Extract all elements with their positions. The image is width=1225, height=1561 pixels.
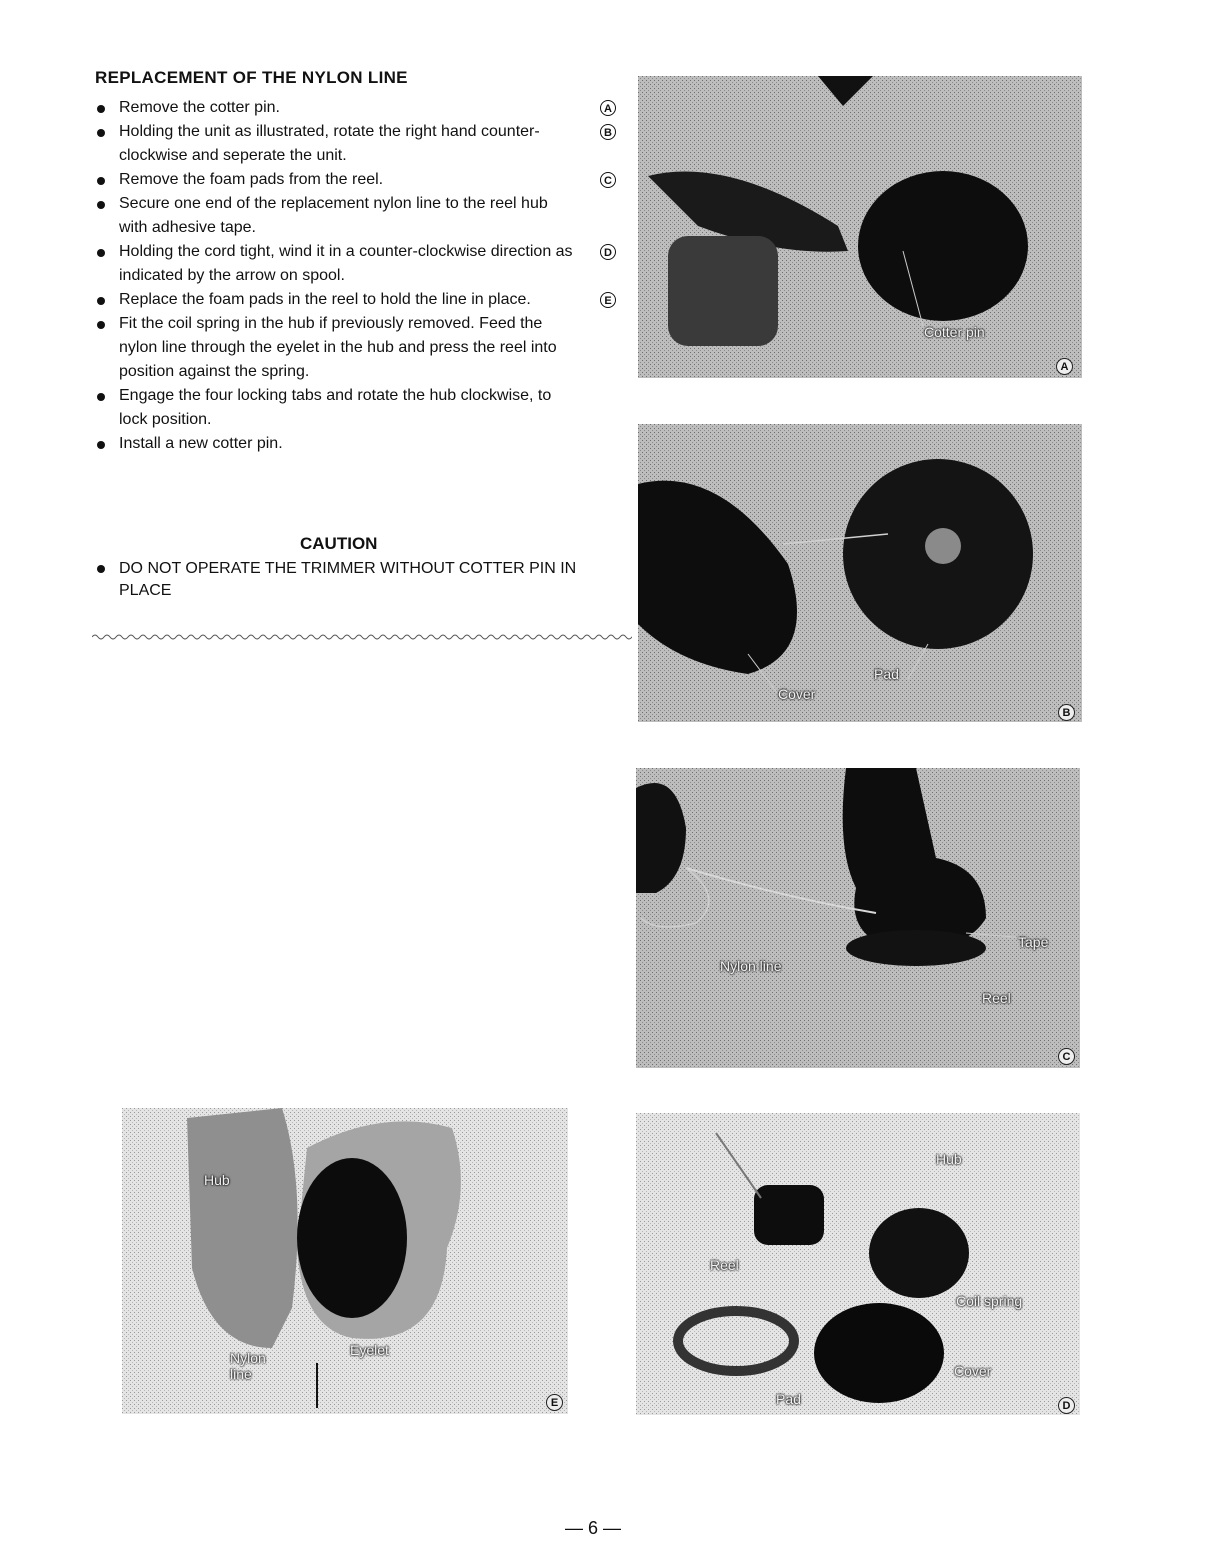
figure-id-badge: C [1058,1048,1075,1065]
bullet-icon [97,201,105,209]
photo-label: Hub [204,1172,230,1188]
list-item: Secure one end of the replacement nylon line to the reel hub with adhesive tape. [95,192,630,240]
figure-marker: D [600,244,616,260]
bullet-icon [97,249,105,257]
bullet-icon [97,441,105,449]
photo-label: Tape [1018,934,1049,950]
list-item: Engage the four locking tabs and rotate the hub clockwise, to lock position. [95,384,630,432]
instruction-list [95,96,630,456]
figure-marker: E [600,292,616,308]
photo-label: Cover [778,686,816,702]
photo-b [638,424,1082,722]
figure-id-badge: A [1056,358,1073,375]
photo-label: Hub [936,1151,962,1167]
photo-label: Coil spring [956,1293,1023,1309]
photo-label: Reel [710,1257,739,1273]
list-item: Replace the foam pads in the reel to hold the line in place. E [95,288,630,312]
figure-id-badge: D [1058,1397,1075,1414]
photo-c [636,768,1080,1068]
figure-marker: A [600,100,616,116]
figure-marker: C [600,172,616,188]
figure-id-badge: E [546,1394,563,1411]
wavy-divider [92,632,632,642]
list-item: Remove the cotter pin. A [95,96,630,120]
photo-label: Pad [776,1391,801,1407]
caution-text: DO NOT OPERATE THE TRIMMER WITHOUT COTTER PIN IN PLACE [95,558,595,602]
bullet-icon [97,297,105,305]
bullet-icon [97,393,105,401]
photo-label: Reel [982,990,1011,1006]
photo-a [638,76,1082,378]
page-number: — 6 — [565,1518,622,1538]
bullet-icon [97,129,105,137]
photo-label: Nylon line [230,1350,266,1382]
section-heading: REPLACEMENT OF THE NYLON LINE [95,68,408,87]
photo-label: Nylon line [720,958,782,974]
list-item: Install a new cotter pin. [95,432,630,456]
list-item: Fit the coil spring in the hub if previously removed. Feed the nylon line through the eyelet in the hub and press the reel into position against the spring. [95,312,630,384]
bullet-icon [97,565,105,573]
caution-title: CAUTION [300,534,378,553]
list-item: Holding the unit as illustrated, rotate the right hand counter-clockwise and seperate the unit. B [95,120,630,168]
photo-label: Eyelet [350,1342,389,1358]
bullet-icon [97,105,105,113]
bullet-icon [97,321,105,329]
figure-id-badge: B [1058,704,1075,721]
photo-e [122,1108,568,1414]
photo-d [636,1113,1080,1415]
photo-label: Cotter pin [924,324,985,340]
list-item: Holding the cord tight, wind it in a counter-clockwise direction as indicated by the arrow on spool. D [95,240,630,288]
list-item: Remove the foam pads from the reel. C [95,168,630,192]
photo-label: Pad [874,666,899,682]
figure-marker: B [600,124,616,140]
photo-label: Cover [954,1363,992,1379]
bullet-icon [97,177,105,185]
